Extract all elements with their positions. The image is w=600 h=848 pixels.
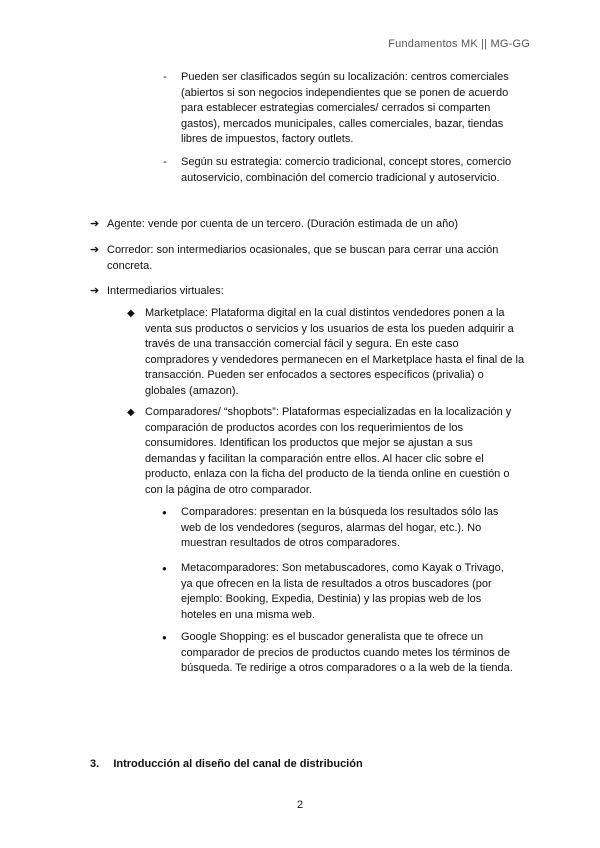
page-number: 2 xyxy=(296,799,304,811)
arrow-marker: ➔ xyxy=(90,244,100,256)
section-number: 3. xyxy=(90,758,100,770)
arrow-item-corredor: Corredor: son intermediarios ocasionales, que se buscan para cerrar una acción concreta. xyxy=(107,244,499,272)
diamond-item-comparadores: Comparadores/ “shopbots”: Plataformas especializadas en la localización y comparación de productos acordes con los requerimientos de los consumidores. Identifican los productos que mejor se ajustan a sus demandas y facilitan la comparación entre ellos. Al hacer clic sobre el producto, enlaza con la ficha del producto de la tienda online en cuestión o con la página de otro comparador. xyxy=(145,406,512,496)
bullet-marker: ● xyxy=(162,564,167,573)
bullet-item-comparadores: Comparadores: presentan en la búsqueda los resultados sólo las web de los vendedores (seguros, alarmas del hogar, etc.). No muestran resultados de otros comparadores. xyxy=(181,506,499,550)
arrow-marker: ➔ xyxy=(90,285,100,297)
section-title: Introducción al diseño del canal de distribución xyxy=(113,758,363,770)
dash-marker: - xyxy=(163,156,167,168)
dash-item-estrategia: Según su estrategia: comercio tradicional, concept stores, comercio autoservicio, combinación del comercio tradicional y autoservicio. xyxy=(181,156,512,184)
section-heading xyxy=(90,758,363,770)
bullet-marker: ● xyxy=(162,508,167,517)
dash-marker: - xyxy=(163,71,167,83)
bullet-item-google-shopping: Google Shopping: es el buscador generalista que te ofrece un comparador de precios de productos cuando metes los términos de búsqueda. Te redirige a otros comparadores o a la web de la tienda. xyxy=(181,631,513,675)
page-header: Fundamentos MK || MG-GG xyxy=(388,38,530,50)
diamond-item-marketplace: Marketplace: Plataforma digital en la cual distintos vendedores ponen a la venta sus productos o servicios y los usuarios de esta los pueden adquirir a través de una transacción comercial fácil y segura. En este caso compradores y vendedores permanecen en el Marketplace hasta el final de la transacción. Pueden ser enfocados a sectores específicos (privalia) o globales (amazon). xyxy=(145,307,525,397)
bullet-marker: ● xyxy=(162,633,167,642)
bullet-item-metacomparadores: Metacomparadores: Son metabuscadores, como Kayak o Trivago, ya que ofrecen en la lista de resultados a otros buscadores (por ejemplo: Booking, Expedia, Destinia) y las propias web de los hoteles en una misma web. xyxy=(181,562,504,621)
diamond-marker: ◆ xyxy=(127,308,135,319)
arrow-item-agente: Agente: vende por cuenta de un tercero. (Duración estimada de un año) xyxy=(107,218,459,230)
dash-item-localizacion: Pueden ser clasificados según su localización: centros comerciales (abiertos si son negocios independientes que se ponen de acuerdo para establecer estrategias comerciales/ cerrados si comparten gastos), mercados municipales, calles comerciales, bazar, tiendas libres de impuestos, factory outlets. xyxy=(181,71,509,146)
diamond-marker: ◆ xyxy=(127,407,135,418)
arrow-item-intermediarios: Intermediarios virtuales: xyxy=(107,285,224,297)
arrow-marker: ➔ xyxy=(90,218,100,230)
